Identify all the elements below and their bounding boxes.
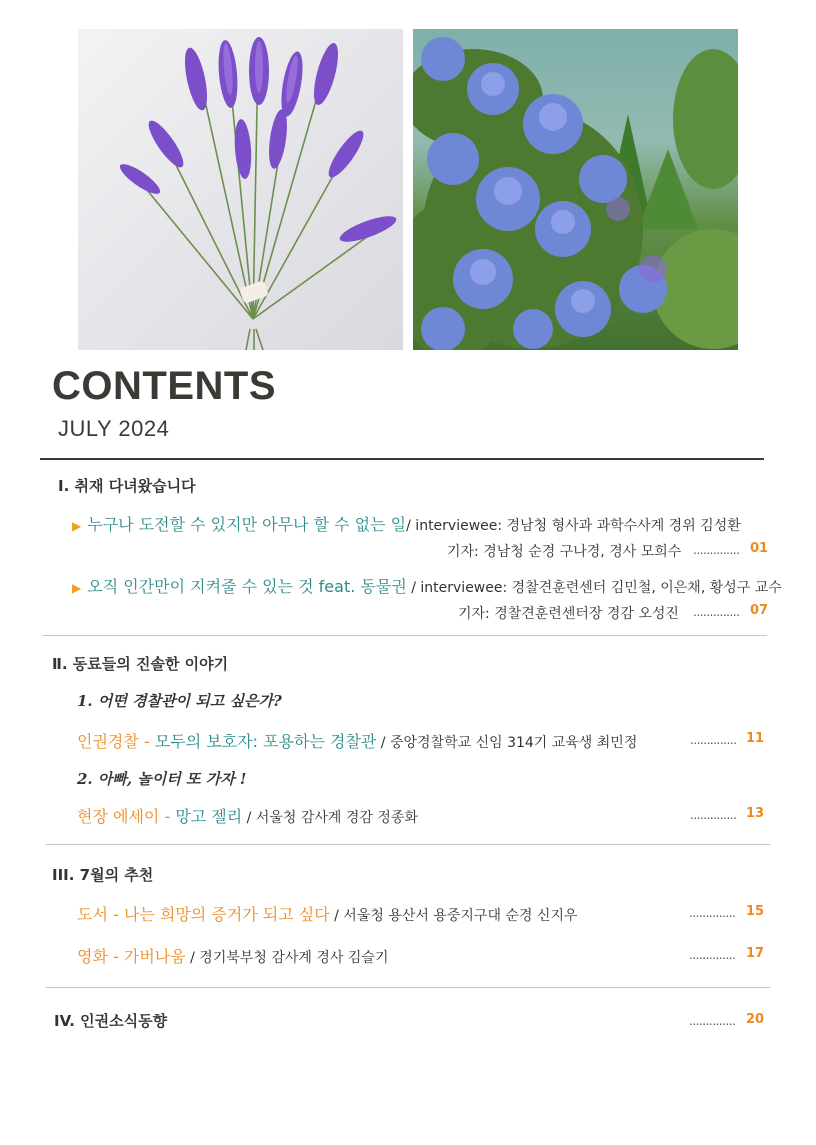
bullet-arrow-icon: ▶ <box>72 581 82 595</box>
entry-category: 도서 - <box>77 905 124 924</box>
entry-meta: / 중앙경찰학교 신임 314기 교육생 최민정 <box>376 735 638 751</box>
page-number[interactable]: 13 <box>746 806 765 821</box>
entry-reporter: 기자: 경남청 순경 구나경, 경사 모희수 <box>447 544 682 560</box>
section-divider <box>46 844 770 845</box>
leader-dots: .............. <box>690 808 737 822</box>
entry-category: 현장 에세이 - <box>77 807 176 826</box>
lavender-bouquet-photo <box>78 29 403 350</box>
entry-category: 영화 - <box>77 947 124 966</box>
entry-reporter: 기자: 경찰견훈련센터장 경감 오성진 <box>458 606 679 622</box>
subsection-heading: 2. 아빠, 놀이터 또 가자 ! <box>77 770 247 788</box>
hydrangea-garden-photo <box>413 29 738 350</box>
leader-dots: .............. <box>693 543 740 557</box>
page-number[interactable]: 20 <box>746 1012 765 1027</box>
entry-meta: / 경기북부청 감사계 경사 김슬기 <box>185 950 389 966</box>
leader-dots: .............. <box>689 948 736 962</box>
page-number[interactable]: 07 <box>750 603 769 618</box>
entry-title: 누구나 도전할 수 있지만 아무나 할 수 없는 일 <box>87 515 407 534</box>
bullet-arrow-icon: ▶ <box>72 519 82 533</box>
section-divider <box>42 635 767 636</box>
title-divider <box>40 458 764 460</box>
section-divider <box>46 987 770 988</box>
section-3-heading: III. 7월의 추천 <box>52 866 154 884</box>
leader-dots: .............. <box>693 605 740 619</box>
toc-entry-6[interactable] <box>77 944 388 967</box>
leader-dots: .............. <box>689 1014 736 1028</box>
entry-meta: / interviewee: 경찰견훈련센터 김민철, 이은채, 황성구 교수 <box>406 580 782 596</box>
page-number[interactable]: 11 <box>746 731 765 746</box>
page-number[interactable]: 15 <box>746 904 765 919</box>
page-number[interactable]: 17 <box>746 946 765 961</box>
toc-entry-2[interactable] <box>72 574 782 597</box>
issue-date: JULY 2024 <box>58 416 170 441</box>
section-4-heading[interactable]: IV. 인권소식동향 <box>54 1012 168 1030</box>
subsection-heading: 1. 어떤 경찰관이 되고 싶은가? <box>77 692 282 710</box>
entry-title: 가버나움 <box>123 947 186 966</box>
entry-title: 오직 인간만이 지켜줄 수 있는 것 feat. 동물권 <box>87 577 407 596</box>
entry-title: 망고 젤리 <box>175 807 243 826</box>
entry-meta: / 서울청 용산서 용중지구대 순경 신지우 <box>329 908 578 924</box>
entry-title: 나는 희망의 증거가 되고 싶다 <box>123 905 330 924</box>
toc-entry-3[interactable] <box>77 729 637 752</box>
toc-entry-4[interactable] <box>77 804 418 827</box>
entry-title: 모두의 보호자: 포용하는 경찰관 <box>154 732 377 751</box>
leader-dots: .............. <box>689 906 736 920</box>
entry-meta: / 서울청 감사계 경감 정종화 <box>242 810 418 826</box>
page-number[interactable]: 01 <box>750 541 769 556</box>
page-title: CONTENTS <box>52 364 276 408</box>
leader-dots: .............. <box>690 733 737 747</box>
toc-entry-1[interactable] <box>72 512 741 535</box>
section-1-heading: Ⅰ. 취재 다녀왔습니다 <box>58 477 196 495</box>
entry-meta: / interviewee: 경남청 형사과 과학수사계 경위 김성환 <box>406 518 741 534</box>
section-2-heading: Ⅱ. 동료들의 진솔한 이야기 <box>52 655 229 673</box>
entry-category: 인권경찰 - <box>77 732 155 751</box>
toc-entry-5[interactable] <box>77 902 578 925</box>
